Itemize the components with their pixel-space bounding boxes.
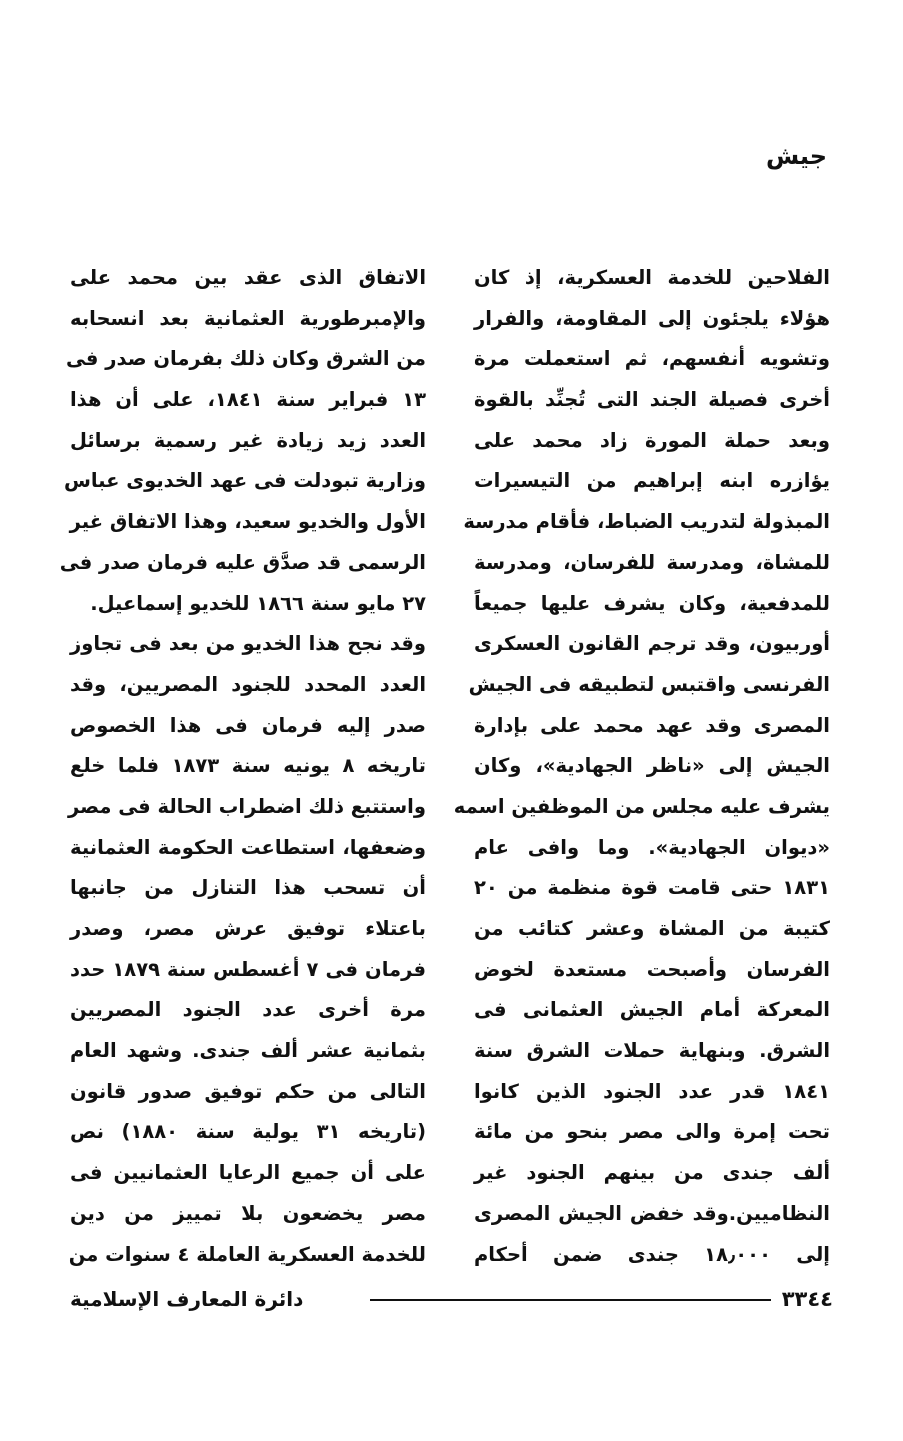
text-line: تاريخه ٨ يونيه سنة ١٨٧٣ فلما خلع	[70, 754, 426, 778]
text-line: يشرف عليه مجلس من الموظفين اسمه	[453, 794, 830, 818]
text-line: الرسمى قد صدَّق عليه فرمان صدر فى	[59, 550, 426, 574]
text-line: الفلاحين للخدمة العسكرية، إذ كان	[474, 266, 830, 289]
text-line: الفرنسى واقتبس لتطبيقه فى الجيش	[468, 672, 830, 696]
text-line: فرمان فى ٧ أغسطس سنة ١٨٧٩ حدد	[70, 957, 426, 981]
running-head-title: جيش	[765, 142, 827, 170]
page-footer	[70, 1285, 833, 1315]
page-number: ٣٣٤٤	[781, 1287, 833, 1311]
text-line: وتشويه أنفسهم، ثم استعملت مرة	[474, 347, 830, 371]
text-line: ألف جندى من بينهم الجنود غير	[474, 1161, 830, 1185]
text-line: المعركة أمام الجيش العثمانى فى	[474, 998, 830, 1022]
text-line: الفرسان وأصبحت مستعدة لخوض	[474, 957, 830, 981]
text-line: الجيش إلى «ناظر الجهادية»، وكان	[474, 754, 830, 778]
text-line: كتيبة من المشاة وعشر كتائب من	[474, 917, 830, 940]
text-line: باعتلاء توفيق عرش مصر، وصدر	[70, 917, 426, 940]
text-line: أوربيون، وقد ترجم القانون العسكرى	[474, 632, 830, 656]
text-line: تحت إمرة والى مصر بنحو من مائة	[474, 1120, 830, 1144]
text-line: إلى ١٨٫٠٠٠ جندى ضمن أحكام	[474, 1242, 830, 1266]
text-line: ١٣ فبراير سنة ١٨٤١، على أن هذا	[70, 388, 426, 412]
text-line: النظاميين.وقد خفض الجيش المصرى	[474, 1201, 830, 1225]
text-line: واستتبع ذلك اضطراب الحالة فى مصر	[68, 794, 426, 818]
text-line: ١٨٤١ قدر عدد الجنود الذين كانوا	[474, 1079, 830, 1103]
text-line: أخرى فصيلة الجند التى تُجنِّد بالقوة	[474, 388, 830, 412]
text-line: التالى من حكم توفيق صدور قانون	[70, 1079, 426, 1103]
text-line: من الشرق وكان ذلك بفرمان صدر فى	[65, 347, 426, 371]
text-line: للخدمة العسكرية العاملة ٤ سنوات من	[68, 1242, 426, 1266]
text-line: المصرى وقد عهد محمد على بإدارة	[474, 713, 830, 737]
text-line: المبذولة لتدريب الضباط، فأقام مدرسة	[463, 510, 830, 534]
text-line: يؤازره ابنه إبراهيم من التيسيرات	[474, 469, 830, 493]
text-line: للمدفعية، وكان يشرف عليها جميعاً	[474, 591, 830, 615]
text-line: للمشاة، ومدرسة للفرسان، ومدرسة	[474, 550, 830, 574]
text-line: أن تسحب هذا التنازل من جانبها	[70, 876, 426, 900]
text-column-left	[59, 258, 426, 1275]
text-line: بثمانية عشر ألف جندى. وشهد العام	[70, 1039, 426, 1063]
footer-rule	[370, 1299, 771, 1301]
text-line: وزارية تبودلت فى عهد الخديوى عباس	[63, 469, 426, 493]
text-column-right	[453, 258, 830, 1275]
text-line: ٢٧ مايو سنة ١٨٦٦ للخديو إسماعيل.	[90, 591, 426, 615]
text-line: الأول والخديو سعيد، وهذا الاتفاق غير	[69, 510, 426, 534]
text-line: على أن جميع الرعايا العثمانيين فى	[70, 1161, 426, 1185]
text-line: صدر إليه فرمان فى هذا الخصوص	[70, 713, 426, 737]
text-line: الاتفاق الذى عقد بين محمد على	[70, 266, 426, 289]
text-line: وقد نجح هذا الخديو من بعد فى تجاوز	[70, 632, 426, 656]
text-line: والإمبرطورية العثمانية بعد انسحابه	[70, 306, 426, 330]
text-line: (تاريخه ٣١ يولية سنة ١٨٨٠) نص	[70, 1120, 426, 1144]
text-line: العدد زيد زيادة غير رسمية برسائل	[70, 428, 426, 452]
text-line: وبعد حملة المورة زاد محمد على	[474, 428, 830, 452]
text-line: مصر يخضعون بلا تمييز من دين	[70, 1201, 426, 1225]
text-line: ١٨٣١ حتى قامت قوة منظمة من ٢٠	[474, 876, 830, 900]
publication-title: دائرة المعارف الإسلامية	[70, 1287, 304, 1311]
text-line: هؤلاء يلجئون إلى المقاومة، والفرار	[474, 306, 830, 330]
text-line: الشرق. وبنهاية حملات الشرق سنة	[474, 1039, 830, 1063]
text-line: وضعفها، استطاعت الحكومة العثمانية	[70, 835, 426, 859]
text-line: «ديوان الجهادية». وما وافى عام	[474, 835, 830, 859]
text-line: مرة أخرى عدد الجنود المصريين	[70, 998, 426, 1022]
text-line: العدد المحدد للجنود المصريين، وقد	[70, 672, 426, 696]
